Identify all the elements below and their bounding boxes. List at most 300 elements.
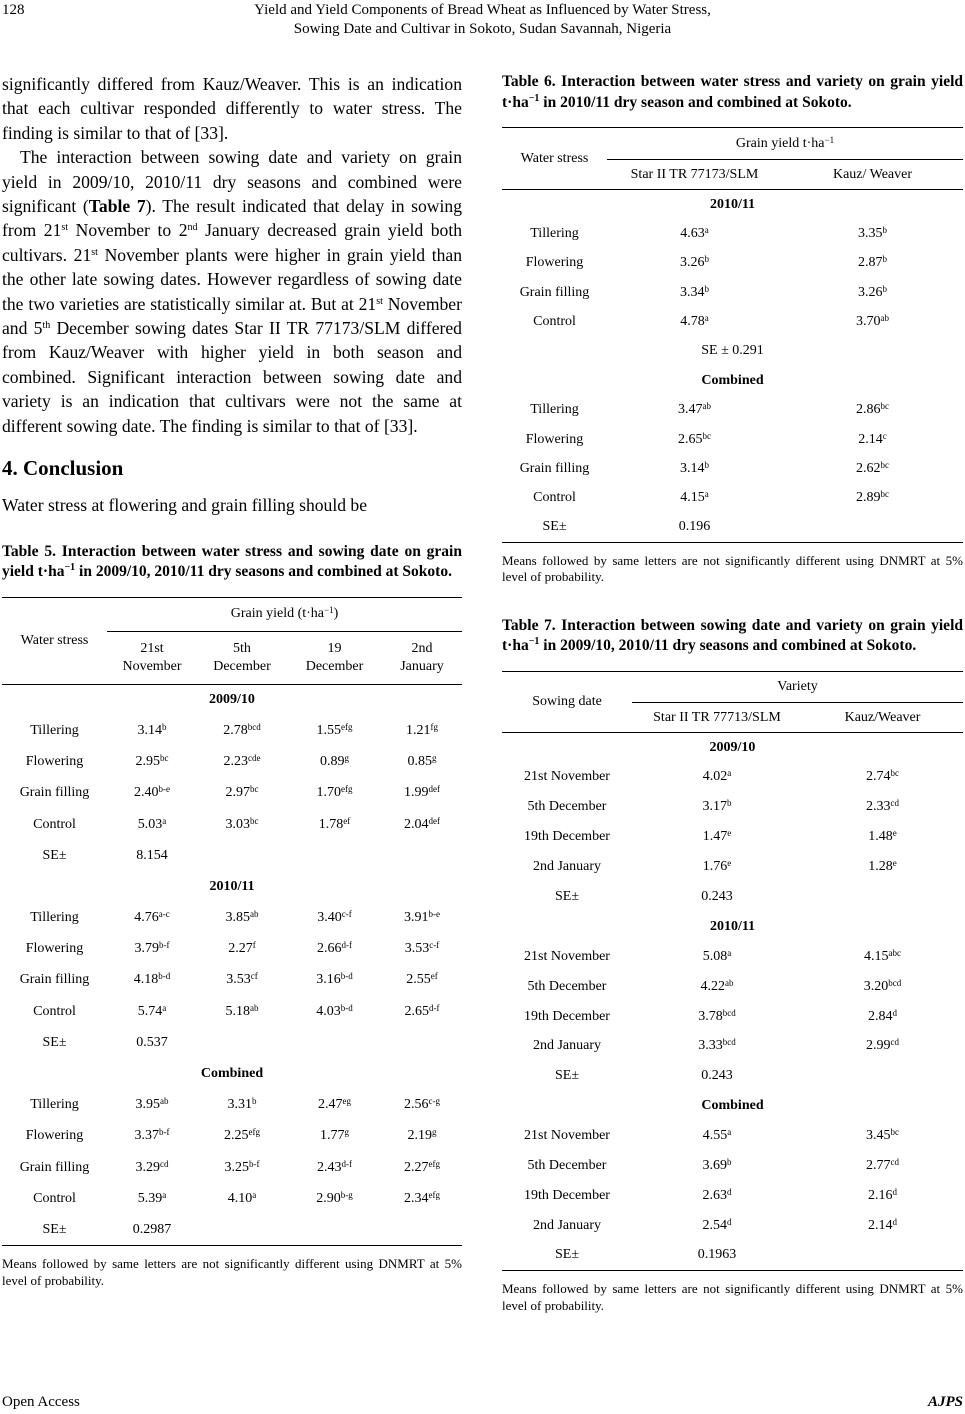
cell-value: 2.66 bbox=[317, 941, 342, 957]
significance-letter: b bbox=[704, 283, 709, 294]
cell-value: 2.62 bbox=[856, 460, 881, 476]
table-row bbox=[502, 1181, 963, 1211]
cell-value: 2.47 bbox=[318, 1097, 343, 1113]
cell-value: 2.23 bbox=[223, 754, 248, 770]
value-cell bbox=[802, 1151, 963, 1181]
significance-letter: g bbox=[432, 1127, 437, 1138]
value-cell bbox=[632, 852, 802, 882]
table-row bbox=[2, 996, 462, 1027]
value-cell bbox=[287, 778, 382, 809]
cell-value: 4.22 bbox=[700, 978, 725, 994]
column-header: Kauz/Weaver bbox=[802, 703, 963, 733]
cell-value: 2.78 bbox=[223, 722, 248, 738]
value-cell bbox=[632, 822, 802, 852]
row-label: Flowering bbox=[525, 431, 584, 447]
value-cell bbox=[782, 278, 963, 307]
cell-value: 3.69 bbox=[702, 1157, 727, 1173]
se-value: 0.2987 bbox=[107, 1214, 197, 1245]
cell-value: 4.10 bbox=[227, 1190, 253, 1206]
table-row bbox=[502, 822, 963, 852]
row-label: 5th December bbox=[527, 799, 607, 815]
column-header: Star II TR 77713/SLM bbox=[632, 703, 802, 733]
significance-letter: ab bbox=[250, 1002, 259, 1013]
value-cell bbox=[107, 747, 197, 778]
row-label: Grain filling bbox=[19, 972, 90, 988]
value-cell bbox=[782, 454, 963, 483]
cell-value: 2.99 bbox=[866, 1038, 891, 1054]
header-row bbox=[502, 672, 963, 703]
cell-value: 2.65 bbox=[404, 1003, 429, 1019]
significance-letter: b-e bbox=[428, 909, 440, 920]
value-cell bbox=[197, 747, 287, 778]
value-cell bbox=[107, 809, 197, 840]
cell-value: 2.55 bbox=[406, 972, 431, 988]
value-cell bbox=[632, 1121, 802, 1151]
ordinal-suffix: st bbox=[91, 246, 98, 258]
caption-text: in 2009/10, 2010/11 dry seasons and combined at Sokoto. bbox=[75, 563, 452, 581]
row-label: 2nd January bbox=[532, 1038, 602, 1054]
value-cell bbox=[107, 1152, 197, 1183]
value-cell bbox=[632, 792, 802, 822]
significance-letter: c-g bbox=[428, 1096, 440, 1107]
value-cell bbox=[782, 248, 963, 277]
cell-value: 2.40 bbox=[134, 785, 159, 801]
cell-value: 3.26 bbox=[680, 255, 705, 271]
group-header bbox=[107, 597, 462, 631]
significance-letter: cd bbox=[890, 1156, 899, 1167]
cell-value: 1.28 bbox=[868, 859, 893, 875]
value-cell bbox=[607, 425, 782, 454]
cell-value: 2.34 bbox=[404, 1190, 429, 1206]
row-label: Tillering bbox=[30, 1097, 79, 1113]
table-row bbox=[502, 762, 963, 792]
significance-letter: b-d bbox=[340, 971, 353, 982]
se-text: SE ± 0.291 bbox=[701, 343, 764, 359]
cell-value: 2.63 bbox=[702, 1187, 727, 1203]
table-row bbox=[502, 1031, 963, 1061]
empty-cell bbox=[197, 1027, 287, 1058]
value-cell bbox=[802, 762, 963, 792]
significance-letter: ab bbox=[160, 1096, 169, 1107]
body-paragraph-1: significantly differed from Kauz/Weaver. This is an indication that each cultivar responded differently to water stress. The finding is similar to that of [33]. bbox=[2, 74, 462, 143]
section-row bbox=[502, 366, 963, 395]
cell-value: 3.33 bbox=[698, 1038, 723, 1054]
cell-value: 4.18 bbox=[133, 972, 159, 988]
value-cell bbox=[607, 395, 782, 424]
cell-value: 2.97 bbox=[225, 785, 250, 801]
empty-cell bbox=[287, 1214, 382, 1245]
value-cell bbox=[382, 934, 462, 965]
significance-letter: efg bbox=[248, 1127, 260, 1138]
para2-text: November and 5 bbox=[2, 293, 462, 339]
value-cell bbox=[382, 1090, 462, 1121]
value-cell bbox=[607, 219, 782, 248]
significance-letter: e bbox=[727, 828, 732, 839]
value-cell bbox=[197, 778, 287, 809]
table-row bbox=[502, 852, 963, 882]
cell-value: 2.56 bbox=[404, 1097, 429, 1113]
empty-cell bbox=[382, 1214, 462, 1245]
row-label: Control bbox=[33, 816, 76, 832]
se-label: SE± bbox=[502, 1241, 632, 1271]
cell-value: 3.34 bbox=[680, 284, 705, 300]
significance-letter: abc bbox=[888, 947, 901, 958]
significance-letter: b bbox=[882, 254, 887, 265]
table-6-caption bbox=[502, 72, 963, 113]
section-row bbox=[502, 912, 963, 942]
se-row bbox=[502, 1061, 963, 1091]
cell-value: 2.74 bbox=[866, 769, 891, 785]
significance-letter: b-f bbox=[249, 1158, 260, 1169]
para2-text: November to 2 bbox=[68, 220, 188, 241]
cell-value: 4.78 bbox=[680, 313, 705, 329]
value-cell bbox=[107, 1121, 197, 1152]
ordinal-suffix: nd bbox=[187, 222, 198, 234]
cell-value: 2.86 bbox=[856, 402, 881, 418]
row-label: Control bbox=[33, 1003, 76, 1019]
significance-letter: d-f bbox=[429, 1002, 440, 1013]
significance-letter: a bbox=[162, 1189, 167, 1200]
table-row bbox=[502, 395, 963, 424]
cell-value: 2.19 bbox=[407, 1128, 432, 1144]
table-row bbox=[2, 715, 462, 746]
significance-letter: b-f bbox=[159, 1127, 170, 1138]
value-cell bbox=[782, 484, 963, 513]
section-title: Combined bbox=[701, 1098, 764, 1114]
row-label: 19th December bbox=[524, 1187, 610, 1203]
row-label: Grain filling bbox=[19, 1159, 90, 1175]
significance-letter: e bbox=[727, 858, 732, 869]
cell-value: 3.35 bbox=[858, 225, 883, 241]
table-row bbox=[502, 1151, 963, 1181]
row-label: 21st November bbox=[524, 948, 610, 964]
significance-letter: c-f bbox=[341, 909, 352, 920]
cell-value: 2.04 bbox=[404, 816, 429, 832]
se-label: SE± bbox=[502, 513, 607, 542]
significance-letter: bc bbox=[702, 430, 711, 441]
value-cell bbox=[607, 484, 782, 513]
value-cell bbox=[782, 425, 963, 454]
significance-letter: c bbox=[882, 430, 887, 441]
se-label: SE± bbox=[2, 1214, 107, 1245]
significance-letter: b-g bbox=[340, 1189, 353, 1200]
value-cell bbox=[382, 778, 462, 809]
se-value: 0.243 bbox=[701, 1068, 733, 1084]
value-cell bbox=[197, 809, 287, 840]
value-cell bbox=[802, 1181, 963, 1211]
group-header-superscript: −1 bbox=[324, 605, 334, 616]
column-header-line: 19 bbox=[327, 640, 342, 656]
table-7-reference: Table 7 bbox=[88, 196, 146, 217]
significance-letter: a bbox=[727, 947, 732, 958]
cell-value: 4.02 bbox=[702, 769, 728, 785]
cell-value: 4.55 bbox=[702, 1128, 728, 1144]
value-cell bbox=[197, 1090, 287, 1121]
cell-value: 0.89 bbox=[320, 754, 345, 770]
significance-letter: a bbox=[162, 1002, 167, 1013]
significance-letter: e bbox=[892, 858, 897, 869]
se-row bbox=[2, 1027, 462, 1058]
row-label: Flowering bbox=[25, 754, 84, 770]
significance-letter: b bbox=[727, 1156, 732, 1167]
significance-letter: d bbox=[892, 1216, 897, 1227]
table-5-note: Means followed by same letters are not significantly different using DNMRT at 5% level of probability. bbox=[2, 1256, 462, 1288]
value-cell bbox=[632, 1211, 802, 1241]
caption-text: in 2009/10, 2010/11 dry seasons and combined at Sokoto. bbox=[539, 637, 917, 655]
significance-letter: c-f bbox=[429, 940, 440, 951]
section-title: 2010/11 bbox=[709, 918, 756, 934]
significance-letter: bc bbox=[250, 815, 259, 826]
value-cell bbox=[782, 307, 963, 336]
cell-value: 5.08 bbox=[702, 948, 728, 964]
section-title: Combined bbox=[200, 1066, 264, 1082]
significance-letter: cd bbox=[890, 1037, 899, 1048]
cell-value: 2.25 bbox=[224, 1128, 249, 1144]
table-row bbox=[2, 809, 462, 840]
row-label: 5th December bbox=[527, 1157, 607, 1173]
caption-superscript: −1 bbox=[528, 92, 540, 104]
row-header: Sowing date bbox=[502, 672, 632, 733]
value-cell bbox=[802, 972, 963, 1002]
column-header-line: 2nd bbox=[411, 640, 433, 656]
significance-letter: cde bbox=[248, 753, 261, 764]
cell-value: 1.99 bbox=[404, 785, 429, 801]
column-header-line: 5th bbox=[233, 640, 251, 656]
value-cell bbox=[632, 1181, 802, 1211]
caption-superscript: −1 bbox=[528, 636, 540, 648]
caption-superscript: −1 bbox=[64, 562, 76, 574]
section-row bbox=[2, 1058, 462, 1089]
table-row bbox=[2, 903, 462, 934]
value-cell bbox=[802, 1211, 963, 1241]
page-number: 128 bbox=[2, 2, 25, 18]
cell-value: 2.65 bbox=[678, 431, 703, 447]
row-label: Control bbox=[533, 313, 576, 329]
value-cell bbox=[107, 996, 197, 1027]
caption-text: Table 5. Interaction between water stress and sowing date on grain yield t·ha bbox=[2, 542, 462, 581]
table-row bbox=[502, 307, 963, 336]
value-cell bbox=[197, 715, 287, 746]
significance-letter: e bbox=[892, 828, 897, 839]
cell-value: 1.77 bbox=[320, 1128, 345, 1144]
value-cell bbox=[382, 1183, 462, 1214]
value-cell bbox=[107, 965, 197, 996]
significance-letter: ef bbox=[343, 815, 351, 826]
section-row bbox=[502, 1091, 963, 1121]
column-header-line: 21st bbox=[140, 640, 164, 656]
value-cell bbox=[197, 1183, 287, 1214]
significance-letter: a bbox=[162, 815, 167, 826]
value-cell bbox=[632, 942, 802, 972]
table-row bbox=[2, 965, 462, 996]
significance-letter: d bbox=[892, 1186, 897, 1197]
se-value: 0.243 bbox=[701, 888, 733, 904]
value-cell bbox=[382, 747, 462, 778]
right-column bbox=[502, 72, 963, 1314]
row-label: Tillering bbox=[30, 910, 79, 926]
value-cell bbox=[802, 852, 963, 882]
section-heading-conclusion: 4. Conclusion bbox=[2, 456, 124, 481]
value-cell bbox=[287, 1152, 382, 1183]
footer-open-access: Open Access bbox=[2, 1394, 80, 1410]
para2-text: ). The result indicated that delay in sowing from 21 bbox=[2, 196, 462, 241]
cell-value: 1.76 bbox=[702, 859, 728, 875]
caption-text: in 2010/11 dry season and combined at Sokoto. bbox=[539, 93, 852, 111]
table-7 bbox=[502, 671, 963, 1271]
significance-letter: d bbox=[892, 1007, 897, 1018]
significance-letter: g bbox=[344, 1127, 349, 1138]
cell-value: 3.70 bbox=[856, 313, 881, 329]
empty-cell bbox=[782, 513, 963, 542]
cell-value: 3.14 bbox=[680, 460, 705, 476]
caption-text: Table 6. Interaction between water stress and variety on grain yield t·ha bbox=[502, 73, 963, 111]
se-value: 0.196 bbox=[607, 513, 782, 542]
cell-value: 3.37 bbox=[134, 1128, 159, 1144]
row-label: Grain filling bbox=[19, 785, 90, 801]
cell-value: 2.14 bbox=[868, 1217, 893, 1233]
section-row bbox=[502, 190, 963, 219]
value-cell bbox=[287, 715, 382, 746]
cell-value: 2.27 bbox=[228, 941, 253, 957]
table-6 bbox=[502, 127, 963, 543]
group-header: Variety bbox=[632, 672, 963, 703]
significance-letter: b bbox=[882, 224, 887, 235]
table-row bbox=[502, 972, 963, 1002]
significance-letter: b-d bbox=[340, 1002, 353, 1013]
ordinal-suffix: th bbox=[42, 320, 51, 332]
value-cell bbox=[107, 903, 197, 934]
value-cell bbox=[287, 996, 382, 1027]
cell-value: 1.55 bbox=[316, 722, 341, 738]
value-cell bbox=[607, 454, 782, 483]
significance-letter: bc bbox=[890, 768, 899, 779]
column-header bbox=[197, 631, 287, 684]
value-cell bbox=[287, 809, 382, 840]
group-header-superscript: −1 bbox=[824, 134, 835, 145]
cell-value: 2.33 bbox=[866, 799, 891, 815]
value-cell bbox=[607, 248, 782, 277]
cell-value: 3.29 bbox=[135, 1159, 160, 1175]
significance-letter: a bbox=[704, 224, 709, 235]
significance-letter: ab bbox=[702, 401, 711, 412]
cell-value: 2.87 bbox=[858, 255, 883, 271]
cell-value: 3.85 bbox=[225, 910, 250, 926]
row-label: Control bbox=[33, 1190, 76, 1206]
empty-cell bbox=[802, 1241, 963, 1271]
se-row bbox=[502, 882, 963, 912]
cell-value: 3.20 bbox=[863, 978, 889, 994]
significance-letter: a bbox=[727, 1127, 732, 1138]
row-label: 21st November bbox=[524, 1128, 610, 1144]
column-header-line: December bbox=[305, 658, 364, 674]
table6-grid bbox=[502, 127, 963, 543]
cell-value: 2.43 bbox=[317, 1159, 342, 1175]
table-row bbox=[502, 484, 963, 513]
table-row bbox=[502, 278, 963, 307]
para2-text: The interaction between sowing date and variety on grain yield in 2009/10, 2010/11 dry seasons and combined were significant ( bbox=[2, 147, 462, 217]
significance-letter: bcd bbox=[722, 1007, 736, 1018]
cell-value: 3.79 bbox=[134, 941, 159, 957]
significance-letter: b bbox=[162, 721, 167, 732]
cell-value: 4.15 bbox=[864, 948, 889, 964]
para2-text: January decreased grain yield both cultivars. 21 bbox=[2, 220, 462, 265]
cell-value: 4.76 bbox=[134, 910, 159, 926]
significance-letter: d-f bbox=[341, 940, 352, 951]
significance-letter: f bbox=[252, 940, 256, 951]
cell-value: 5.74 bbox=[137, 1003, 163, 1019]
significance-letter: d bbox=[727, 1186, 732, 1197]
row-label: Grain filling bbox=[519, 284, 590, 300]
table-5 bbox=[2, 597, 462, 1246]
value-cell bbox=[107, 778, 197, 809]
cell-value: 0.85 bbox=[407, 754, 432, 770]
significance-letter: bc bbox=[880, 489, 889, 500]
cell-value: 2.77 bbox=[866, 1157, 891, 1173]
significance-letter: a bbox=[704, 489, 709, 500]
cell-value: 3.25 bbox=[224, 1159, 249, 1175]
section-row bbox=[502, 733, 963, 763]
table-row bbox=[502, 792, 963, 822]
row-label: 19th December bbox=[524, 829, 610, 845]
significance-letter: a bbox=[727, 768, 732, 779]
row-label: Flowering bbox=[25, 941, 84, 957]
value-cell bbox=[382, 1121, 462, 1152]
section-title: 2009/10 bbox=[209, 692, 255, 708]
table-row bbox=[502, 1002, 963, 1032]
cell-value: 3.78 bbox=[698, 1008, 723, 1024]
value-cell bbox=[287, 1090, 382, 1121]
cell-value: 1.21 bbox=[406, 722, 431, 738]
se-value: 8.154 bbox=[136, 847, 168, 863]
significance-letter: g bbox=[344, 753, 349, 764]
cell-value: 3.17 bbox=[702, 799, 727, 815]
para2-text: December sowing dates Star II TR 77173/SLM differed from Kauz/Weaver with higher yield in both season and combined. Significant interaction between sowing date and variety is an indication that cultivars were not the same at different sowing date. The finding is similar to that of [33]. bbox=[2, 318, 462, 436]
value-cell bbox=[382, 715, 462, 746]
value-cell bbox=[382, 809, 462, 840]
row-label: 2nd January bbox=[532, 859, 602, 875]
column-header-line: December bbox=[213, 658, 271, 674]
value-cell bbox=[197, 965, 287, 996]
table-row bbox=[2, 747, 462, 778]
row-label: Flowering bbox=[25, 1128, 84, 1144]
empty-cell bbox=[287, 1027, 382, 1058]
value-cell bbox=[802, 1121, 963, 1151]
value-cell bbox=[287, 1121, 382, 1152]
column-header: Kauz/ Weaver bbox=[782, 160, 963, 190]
empty-cell bbox=[802, 882, 963, 912]
cell-value: 3.53 bbox=[226, 972, 251, 988]
cell-value: 1.48 bbox=[868, 829, 893, 845]
table-7-caption bbox=[502, 616, 963, 657]
value-cell bbox=[607, 278, 782, 307]
table-row bbox=[502, 1121, 963, 1151]
significance-letter: cf bbox=[250, 971, 258, 982]
se-label: SE± bbox=[554, 1068, 580, 1084]
cell-value: 3.45 bbox=[866, 1128, 891, 1144]
value-cell bbox=[782, 219, 963, 248]
value-cell bbox=[382, 996, 462, 1027]
row-header: Water stress bbox=[2, 597, 107, 684]
cell-value: 2.90 bbox=[316, 1190, 341, 1206]
running-header bbox=[0, 0, 965, 46]
body-paragraph-2 bbox=[2, 145, 462, 438]
value-cell bbox=[287, 903, 382, 934]
significance-letter: efg bbox=[428, 1158, 440, 1169]
caption-text: Table 7. Interaction between sowing date and variety on grain yield t·ha bbox=[502, 616, 963, 655]
empty-cell bbox=[382, 1027, 462, 1058]
ordinal-suffix: st bbox=[376, 295, 383, 307]
value-cell bbox=[382, 1152, 462, 1183]
